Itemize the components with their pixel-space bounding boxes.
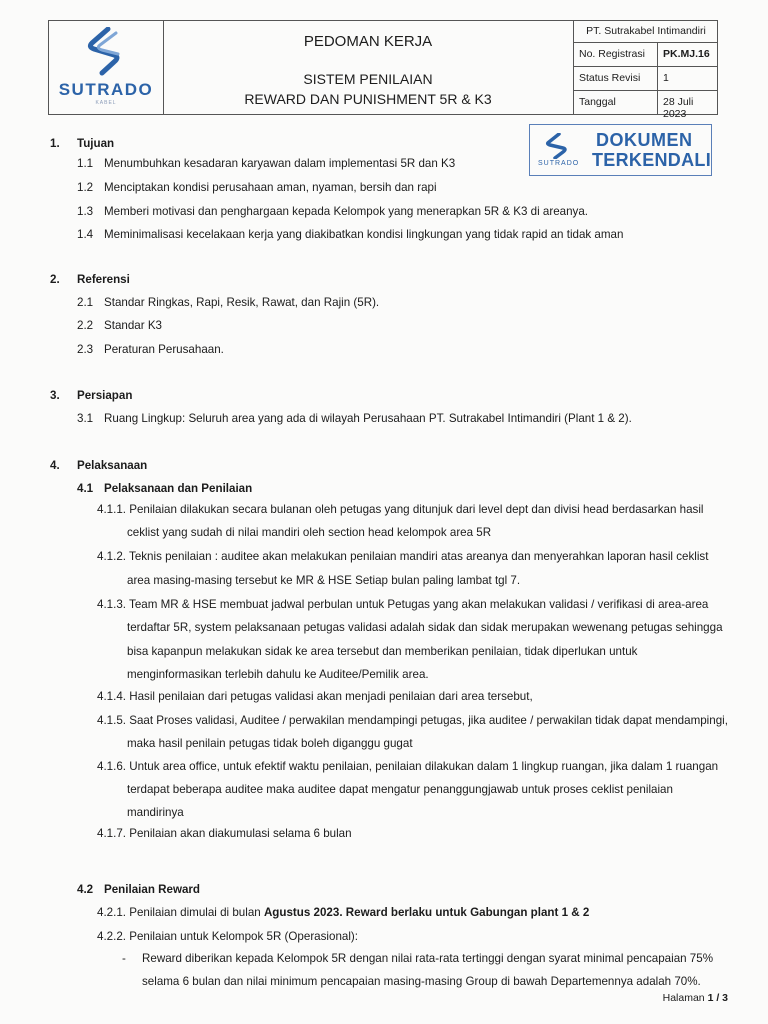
para-4-1-5-line1: 4.1.5. Saat Proses validasi, Auditee / perwakilan mendampingi petugas, jika auditee / perwakilan tidak dapat mendampingi, [97, 714, 728, 727]
stamp-brand: SUTRADO [538, 160, 580, 167]
item-2-1-text: Standar Ringkas, Rapi, Resik, Rawat, dan Rajin (5R). [104, 296, 380, 309]
item-2-2-text: Standar K3 [104, 319, 163, 332]
item-1-3-text: Memberi motivasi dan penghargaan kepada Kelompok yang menerapkan 5R & K3 di areanya. [104, 205, 589, 218]
para-4-1-3-line3: bisa kapanpun melakukan sidak ke area tersebut dan memberikan penilaian, tidak diperlukan untuk [127, 645, 638, 658]
doc-title [163, 69, 573, 109]
doc-type: PEDOMAN KERJA [303, 33, 433, 50]
para-4-1-4: 4.1.4. Hasil penilaian dari petugas validasi akan menjadi penilaian dari area tersebut, [97, 690, 533, 703]
doc-title-line1: SISTEM PENILAIAN [303, 71, 433, 87]
section-1-number: 1. [50, 137, 60, 150]
reg-value: PK.MJ.16 [663, 48, 710, 60]
subsection-4-1-number: 4.1 [77, 482, 94, 495]
para-4-1-7: 4.1.7. Penilaian akan diakumulasi selama 6 bulan [97, 827, 352, 840]
sutrado-logo-icon [78, 27, 134, 77]
item-2-2-number: 2.2 [77, 319, 94, 332]
para-4-1-3-line2: terdaftar 5R, system pelaksanaan petugas validasi adalah sidak dan sidak merupakan wewenang petugas sehingga [127, 621, 723, 634]
section-4-title: Pelaksanaan [77, 459, 148, 472]
para-4-1-2-line2: area masing-masing tersebut ke MR & HSE Setiap bulan paling lambat tgl 7. [127, 574, 521, 587]
item-2-3-text: Peraturan Perusahaan. [104, 343, 224, 356]
date-value: 28 Juli 2023 [663, 96, 694, 120]
item-3-1-text: Ruang Lingkup: Seluruh area yang ada di wilayah Perusahaan PT. Sutrakabel Intimandiri (Plant 1 & 2). [104, 412, 632, 425]
subsection-4-2-number: 4.2 [77, 883, 94, 896]
para-4-2-2-a-line2: selama 6 bulan dan nilai minimum pencapaian masing-masing Group di bawah Departemennya adalah 70%. [142, 975, 701, 988]
stamp-logo-icon [541, 133, 575, 159]
controlled-document-stamp [529, 124, 712, 176]
item-1-2-number: 1.2 [77, 181, 94, 194]
logo-subtext: KABEL [95, 100, 117, 106]
doc-title-line2: REWARD DAN PUNISHMENT 5R & K3 [244, 91, 492, 107]
para-4-2-2: 4.2.2. Penilaian untuk Kelompok 5R (Operasional): [97, 930, 359, 943]
section-2-title: Referensi [77, 273, 130, 286]
rev-value: 1 [663, 72, 669, 84]
item-2-3-number: 2.3 [77, 343, 94, 356]
para-4-1-2-line1: 4.1.2. Teknis penilaian : auditee akan melakukan penilaian mandiri atas areanya dan menyerahkan laporan hasil ceklist [97, 550, 709, 563]
subsection-4-1-title: Pelaksanaan dan Penilaian [104, 482, 253, 495]
para-4-1-6-line1: 4.1.6. Untuk area office, untuk efektif waktu penilaian, penilaian dilakukan dalam 1 lingkup ruangan, jika dalam 1 ruangan [97, 760, 719, 773]
para-4-1-6-line2: terdapat beberapa auditee maka auditee dapat mengatur penanggungjawab untuk proses ceklist penilaian [127, 783, 673, 796]
section-2-number: 2. [50, 273, 60, 286]
subsection-4-2-title: Penilaian Reward [104, 883, 201, 896]
item-3-1-number: 3.1 [77, 412, 94, 425]
item-1-4-text: Meminimalisasi kecelakaan kerja yang diakibatkan kondisi lingkungan yang tidak rapid an tidak aman [104, 228, 624, 241]
reg-label: No. Registrasi [579, 48, 645, 60]
header-table [48, 20, 718, 120]
bullet-marker: - [122, 952, 126, 965]
section-3-number: 3. [50, 389, 60, 402]
item-1-3-number: 1.3 [77, 205, 94, 218]
item-1-1-text: Menumbuhkan kesadaran karyawan dalam implementasi 5R dan K3 [104, 157, 456, 170]
item-2-1-number: 2.1 [77, 296, 94, 309]
section-3-title: Persiapan [77, 389, 133, 402]
para-4-1-1-line2: ceklist yang sudah di nilai mandiri oleh section head kelompok area 5R [127, 526, 492, 539]
rev-label: Status Revisi [579, 72, 641, 84]
item-1-2-text: Menciptakan kondisi perusahaan aman, nyaman, bersih dan rapi [104, 181, 437, 194]
date-label: Tanggal [579, 96, 616, 108]
section-4-number: 4. [50, 459, 60, 472]
para-4-1-5-line2: maka hasil penilain petugas tidak boleh diganggu gugat [127, 737, 413, 750]
para-4-2-2-a-line1: Reward diberikan kepada Kelompok 5R dengan nilai rata-rata tertinggi dengan syarat minimal pencapaian 75% [142, 952, 714, 965]
page-label: Halaman [662, 992, 705, 1004]
para-4-2-1-bold: Agustus 2023. Reward berlaku untuk Gabungan plant 1 & 2 [263, 906, 590, 919]
item-1-4-number: 1.4 [77, 228, 94, 241]
section-1-title: Tujuan [77, 137, 115, 150]
para-4-2-1 [97, 906, 589, 920]
logo-brand-text: SUTRADO [58, 80, 154, 99]
company-logo [49, 21, 163, 114]
para-4-1-3-line4: menginformasikan terlebih dahulu ke Auditee/Pemilik area. [127, 668, 429, 681]
page-number [663, 992, 728, 1004]
para-4-1-1-line1: 4.1.1. Penilaian dilakukan secara bulanan oleh petugas yang ditunjuk dari level dept dan divisi head berdasarkan hasil [97, 503, 704, 516]
para-4-2-1-prefix: 4.2.1. Penilaian dimulai di bulan [97, 906, 264, 919]
stamp-line2: TERKENDALI [592, 150, 711, 170]
stamp-line1: DOKUMEN [596, 130, 693, 150]
item-1-1-number: 1.1 [77, 157, 94, 170]
page-value: 1 / 3 [707, 992, 728, 1004]
company-name: PT. Sutrakabel Intimandiri [586, 25, 706, 37]
para-4-1-6-line3: mandirinya [127, 806, 184, 819]
para-4-1-3-line1: 4.1.3. Team MR & HSE membuat jadwal perbulan untuk Petugas yang akan melakukan validasi / verifikasi di area-area [97, 598, 709, 611]
